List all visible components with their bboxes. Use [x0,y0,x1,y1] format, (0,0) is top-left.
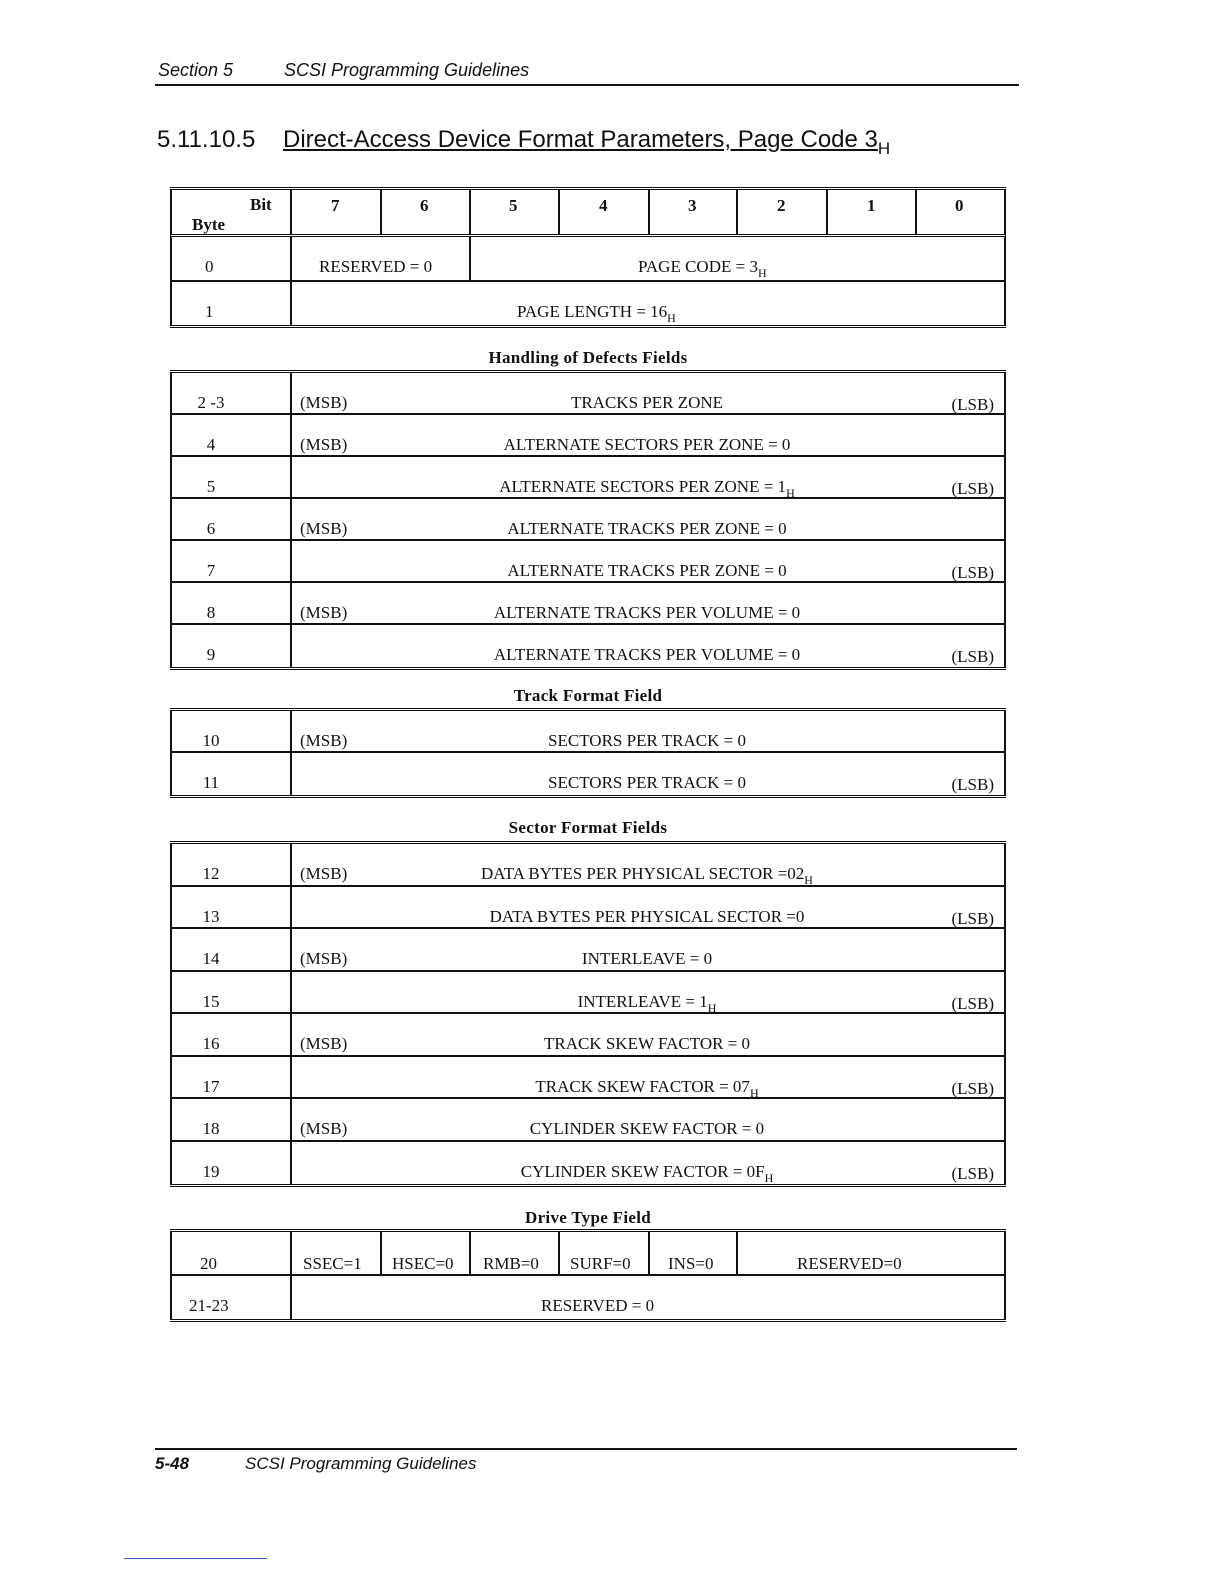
lsb-label: (LSB) [951,993,994,1013]
rmb-field: RMB=0 [483,1254,539,1273]
byte-row [170,972,1006,1015]
byte-row [170,499,1006,541]
field-name: DATA BYTES PER PHYSICAL SECTOR $=02_H$ [481,864,813,887]
byte-row [170,625,1006,667]
byte-21-23-row [170,1276,1006,1319]
bit-0: 0 [955,196,964,215]
bit-5: 5 [509,196,518,215]
lsb-label: (LSB) [951,395,994,414]
section-title-defects: Handling of Defects Fields [488,348,688,367]
field-name: CYLINDER SKEW FACTOR = $0F_H$ [520,1161,774,1185]
byte-row [170,373,1006,415]
byte-number: 13 [202,906,220,926]
lsb-label: (LSB) [951,479,994,498]
byte-number: 19 [202,1161,220,1181]
ins-field: INS=0 [668,1254,714,1273]
blue-rule [124,1558,267,1559]
byte-number: 6 [206,519,216,538]
field-name: INTERLEAVE = $1_H$ [577,991,717,1015]
page-code-field: PAGE CODE = $3_H$ [638,257,767,280]
bit-6: 6 [420,196,429,215]
running-header [155,60,1019,86]
byte-row [170,844,1006,887]
byte-row [170,711,1006,753]
byte-row [170,887,1006,930]
reserved-field: RESERVED = 0 [319,257,433,276]
byte-row [170,1099,1006,1142]
msb-label: (MSB) [300,435,348,454]
byte-number: 20 [200,1254,217,1273]
byte-number: 0 [205,257,214,276]
page-length-field: PAGE LENGTH = $16_H$ [517,302,676,325]
byte-1-row [170,282,1006,325]
byte-row [170,1057,1006,1100]
lsb-label: (LSB) [951,908,994,928]
msb-label: (MSB) [300,864,348,883]
bit-header-row [170,190,1006,237]
heading-title: Direct-Access Device Format Parameters, Page Code $3_H$ [283,126,891,158]
msb-label: (MSB) [300,519,348,538]
field-name: SECTORS PER TRACK = 0 [548,731,746,750]
bit-4: 4 [599,196,608,215]
field-name: ALTERNATE SECTORS PER ZONE = 0 [503,435,791,454]
field-name: TRACK SKEW FACTOR = $07_H$ [535,1076,759,1100]
byte-number: 14 [202,949,220,968]
msb-label: (MSB) [300,393,348,412]
heading-number: 5.11.10.5 [157,126,256,153]
byte-row [170,929,1006,972]
byte-number: 12 [202,864,220,883]
bit-3: 3 [688,196,697,215]
byte-number: 10 [202,731,220,750]
byte-row [170,753,1006,795]
lsb-label: (LSB) [951,647,994,666]
field-name: ALTERNATE TRACKS PER VOLUME = 0 [493,603,801,622]
page-footer [155,1448,1017,1473]
byte-number: 2 -3 [197,393,225,412]
lsb-label: (LSB) [951,1163,994,1183]
lsb-label: (LSB) [951,775,994,794]
section-title-sector: Sector Format Fields [508,818,668,837]
track-table [170,708,1006,798]
field-name: CYLINDER SKEW FACTOR = 0 [529,1119,765,1138]
byte-number: 16 [202,1034,220,1053]
msb-label: (MSB) [300,949,348,968]
byte-label: Byte [192,215,226,234]
hsec-field: HSEC=0 [392,1254,454,1273]
byte-number: 21-23 [189,1296,229,1315]
page-header-table [170,187,1006,328]
byte-number: 7 [206,561,216,580]
field-name: TRACKS PER ZONE [570,393,724,412]
ssec-field: SSEC=1 [303,1254,362,1273]
byte-number: 18 [202,1119,220,1138]
byte-number: 8 [206,603,216,622]
section-title-drive: Drive Type Field [525,1208,651,1227]
msb-label: (MSB) [300,1034,348,1053]
footer-title: SCSI Programming Guidelines [245,1454,477,1473]
bit-7: 7 [331,196,340,215]
field-name: ALTERNATE TRACKS PER VOLUME = 0 [493,645,801,664]
field-name: INTERLEAVE = 0 [581,949,713,968]
msb-label: (MSB) [300,1119,348,1138]
byte-number: 11 [202,773,220,792]
drive-table [170,1229,1006,1322]
byte-row [170,457,1006,499]
byte-row [170,583,1006,625]
header-section: Section 5 [158,60,234,80]
field-name: DATA BYTES PER PHYSICAL SECTOR =0 [489,906,805,926]
byte-number: 15 [202,991,220,1011]
bit-1: 1 [867,196,876,215]
section-title-track: Track Format Field [513,686,663,705]
lsb-label: (LSB) [951,563,994,582]
msb-label: (MSB) [300,731,348,750]
byte-row [170,541,1006,583]
byte-number: 17 [202,1076,220,1096]
defects-table [170,370,1006,670]
byte-number: 9 [206,645,216,664]
header-title: SCSI Programming Guidelines [284,60,530,80]
msb-label: (MSB) [300,603,348,622]
byte-row [170,415,1006,457]
reserved-field: RESERVED=0 [797,1254,902,1273]
byte-row [170,1014,1006,1057]
byte-0-row [170,237,1006,282]
byte-row [170,1142,1006,1185]
byte-number: 1 [205,302,214,321]
surf-field: SURF=0 [570,1254,631,1273]
bit-2: 2 [777,196,786,215]
sector-table [170,841,1006,1187]
field-name: SECTORS PER TRACK = 0 [548,773,746,792]
byte-number: 5 [206,477,216,496]
field-name: ALTERNATE SECTORS PER ZONE = $1_H$ [499,477,795,500]
field-name: ALTERNATE TRACKS PER ZONE = 0 [507,519,787,538]
page-number: 5-48 [155,1454,190,1473]
byte-20-row [170,1232,1006,1276]
bit-label: Bit [250,195,272,214]
reserved-field: RESERVED = 0 [541,1296,655,1315]
byte-number: 4 [206,435,216,454]
lsb-label: (LSB) [951,1078,994,1098]
field-name: TRACK SKEW FACTOR = 0 [543,1034,751,1053]
field-name: ALTERNATE TRACKS PER ZONE = 0 [507,561,787,580]
